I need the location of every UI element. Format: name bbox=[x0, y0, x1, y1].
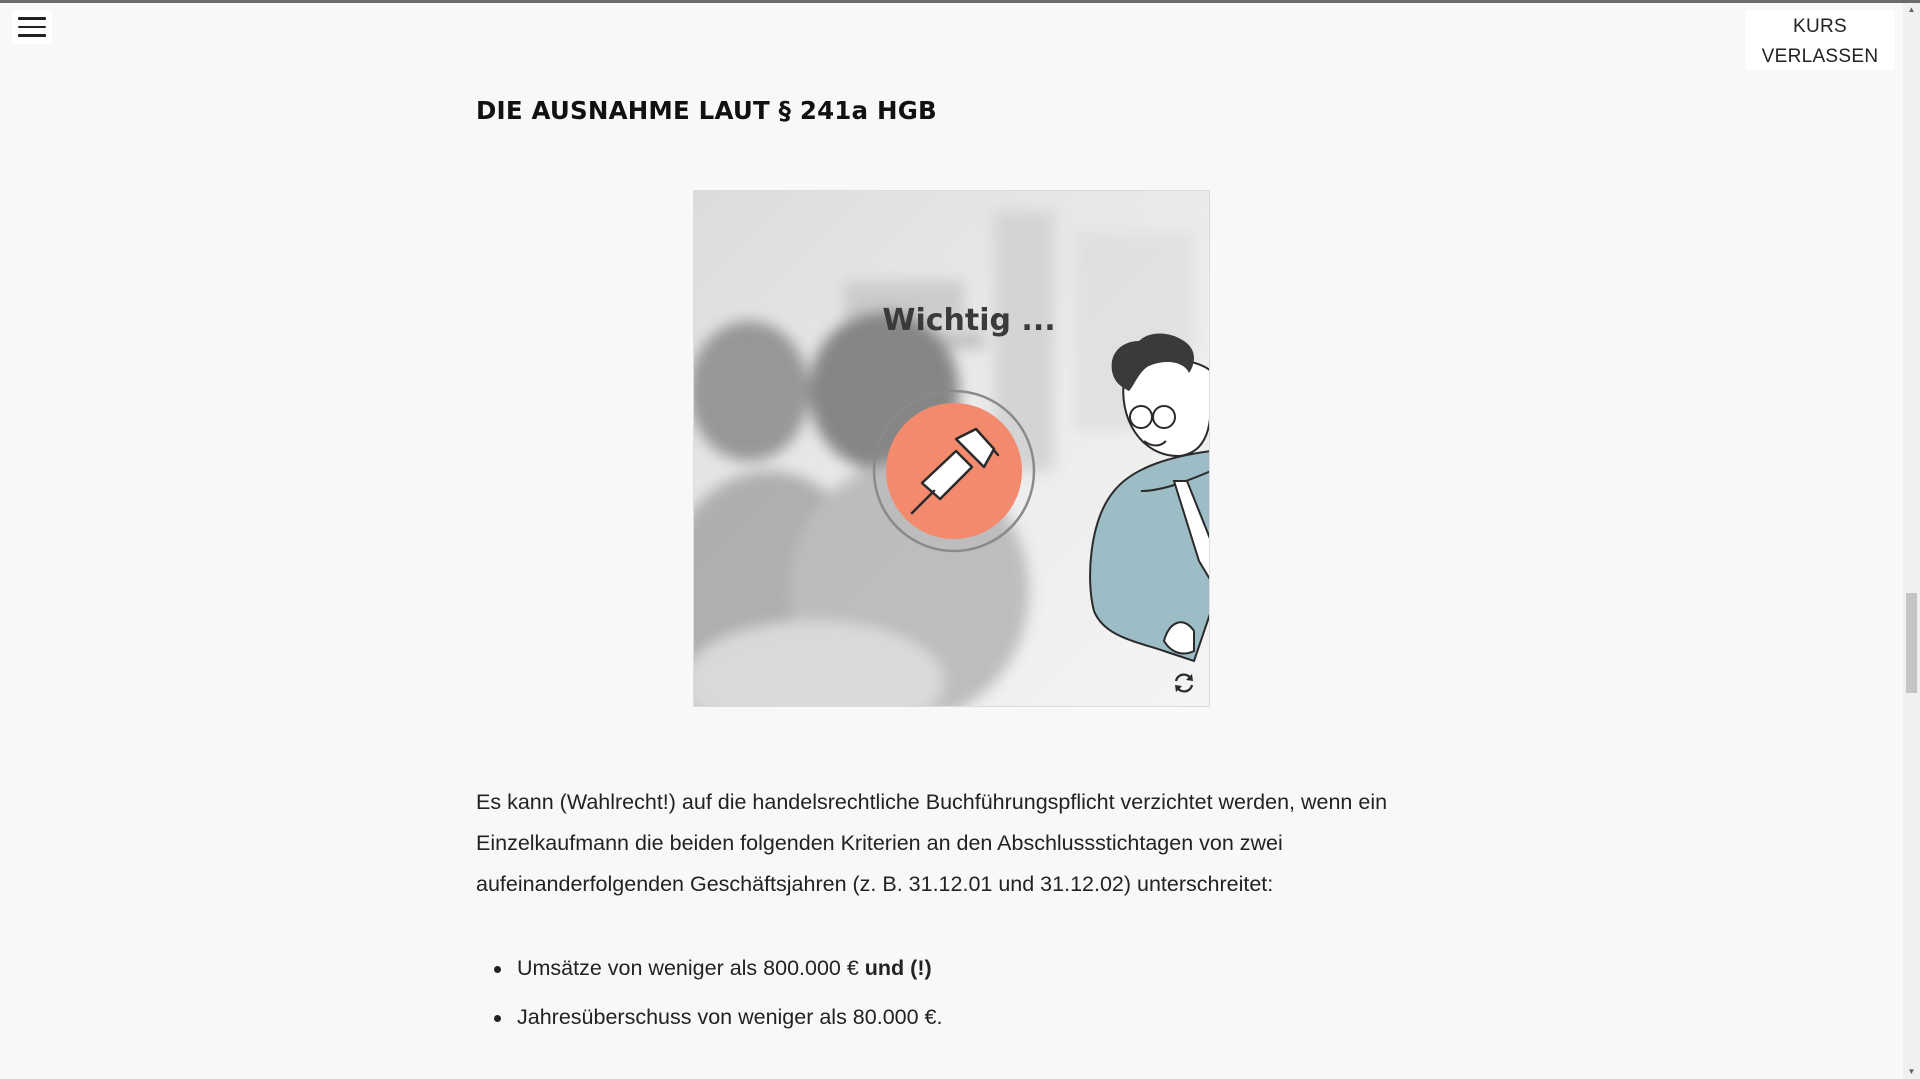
list-item-text: Jahresüberschuss von weniger als 80.000 €. bbox=[517, 1005, 943, 1029]
list-item-emphasis: und (!) bbox=[864, 956, 932, 980]
exit-course-label-line1: KURS bbox=[1793, 16, 1847, 37]
paragraph-line: Einzelkaufmann die beiden folgenden Kriterien an den Abschlussstichtagen von zwei bbox=[476, 831, 1283, 855]
scroll-up-arrow-icon[interactable]: ▲ bbox=[1907, 5, 1916, 14]
scrollbar-thumb[interactable] bbox=[1906, 593, 1917, 693]
flip-card-button[interactable] bbox=[1170, 669, 1198, 697]
exit-course-button[interactable] bbox=[1745, 10, 1895, 70]
paragraph-line: aufeinanderfolgenden Geschäftsjahren (z. B. 31.12.01 und 31.12.02) unterschreitet: bbox=[476, 872, 1274, 896]
card-title: Wichtig ... bbox=[882, 303, 1056, 338]
list-item-text: Umsätze von weniger als 800.000 € bbox=[517, 956, 865, 980]
list-item bbox=[476, 993, 942, 1042]
exit-course-label-line2: VERLASSEN bbox=[1761, 46, 1879, 67]
scroll-down-arrow-icon[interactable]: ▼ bbox=[1907, 1067, 1916, 1076]
criteria-list bbox=[476, 944, 942, 1042]
vertical-scrollbar[interactable] bbox=[1903, 3, 1920, 1079]
window-top-border bbox=[0, 0, 1920, 3]
rotate-icon bbox=[1170, 669, 1198, 697]
paragraph-line: Es kann (Wahlrecht!) auf die handelsrechtliche Buchführungspflicht verzichtet werden, wenn ein bbox=[476, 790, 1388, 814]
hamburger-menu-button[interactable] bbox=[12, 10, 52, 44]
list-item bbox=[476, 944, 942, 993]
hamburger-menu-icon bbox=[18, 17, 46, 20]
section-heading: DIE AUSNAHME LAUT § 241a HGB bbox=[476, 96, 937, 125]
flip-card[interactable] bbox=[693, 190, 1210, 707]
card-background-illustration bbox=[694, 191, 1210, 707]
body-paragraph bbox=[476, 782, 1456, 905]
